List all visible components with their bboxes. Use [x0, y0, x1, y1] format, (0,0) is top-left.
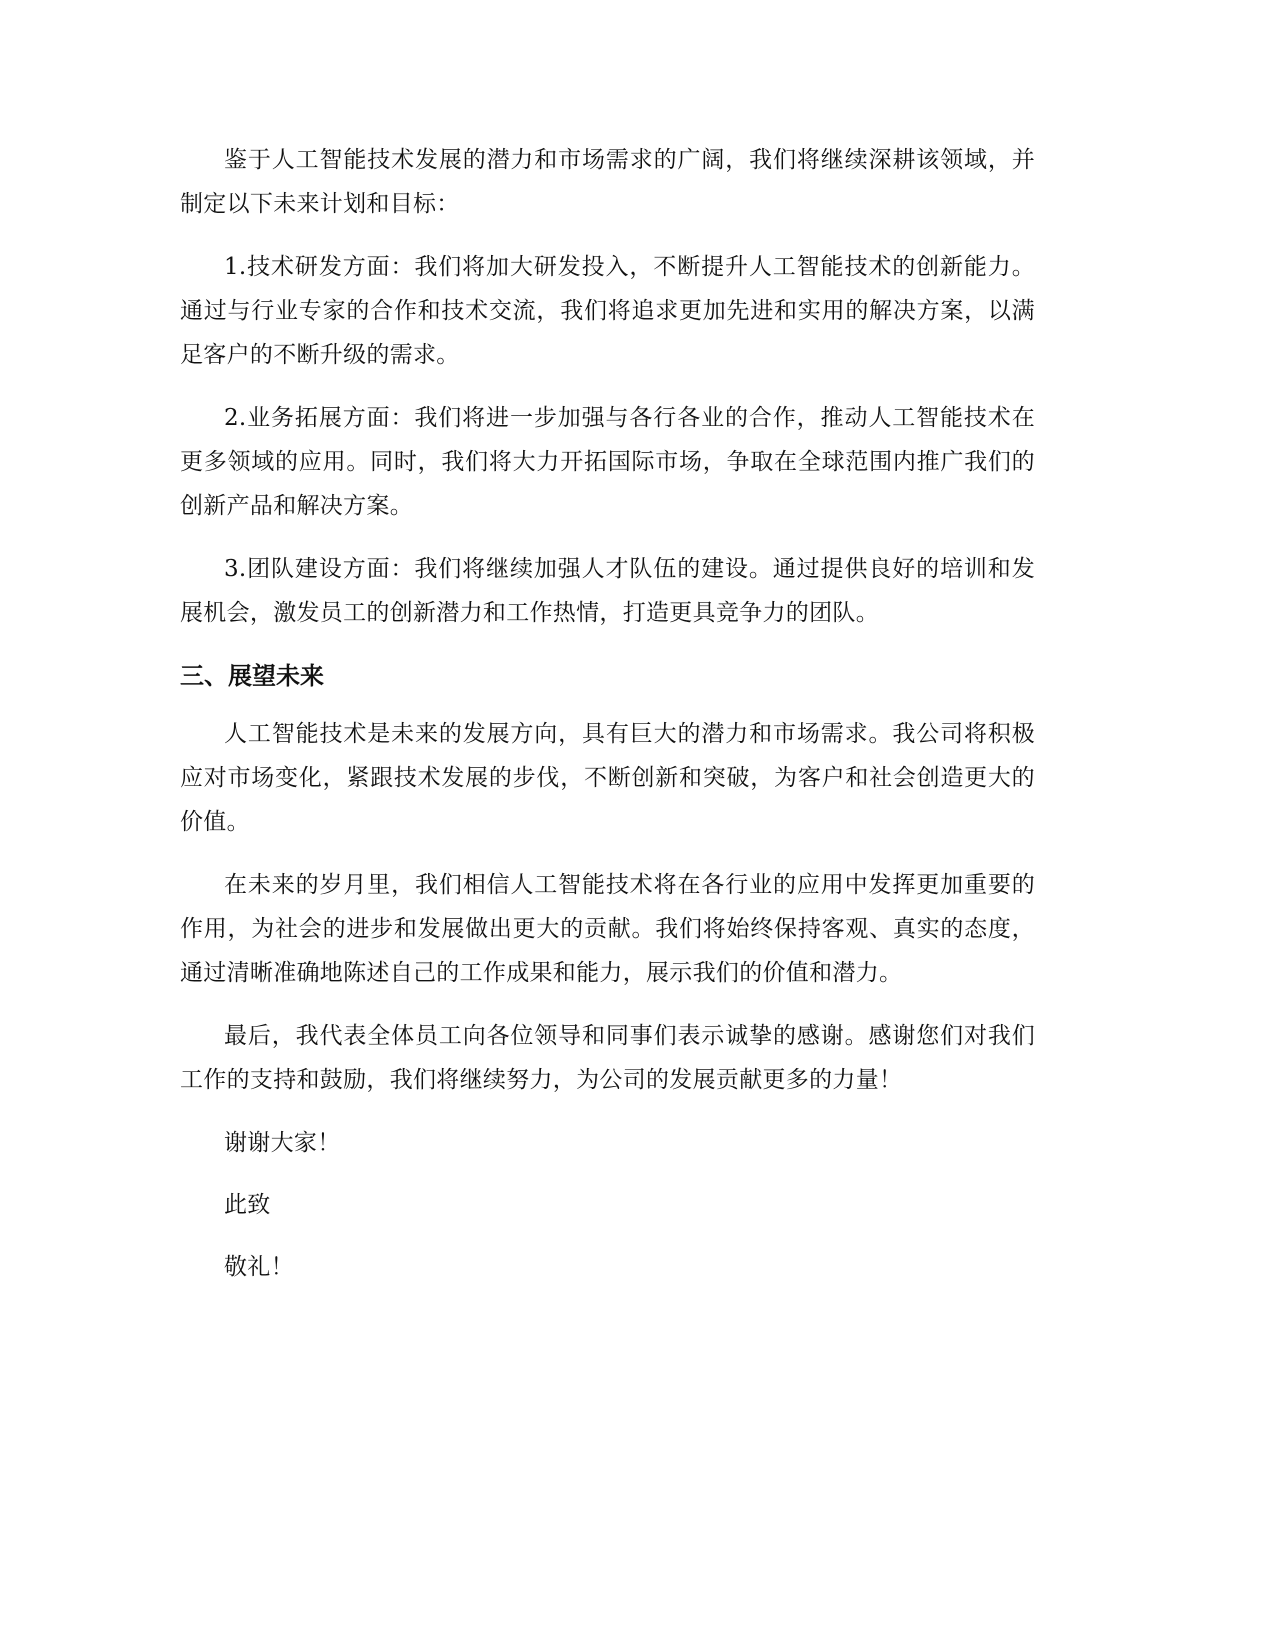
plan-item-business: 2.业务拓展方面：我们将进一步加强与各行各业的合作，推动人工智能技术在更多领域的应用。同时，我们将大力开拓国际市场，争取在全球范围内推广我们的创新产品和解决方案。 — [180, 405, 1035, 519]
plan-item-team: 3.团队建设方面：我们将继续加强人才队伍的建设。通过提供良好的培训和发展机会，激发员工的创新潜力和工作热情，打造更具竞争力的团队。 — [180, 556, 1035, 626]
closing-regards: 敬礼！ — [224, 1254, 294, 1280]
intro-paragraph: 鉴于人工智能技术发展的潜力和市场需求的广阔，我们将继续深耕该领域，并制定以下未来计划和目标： — [180, 147, 1035, 217]
future-paragraph: 在未来的岁月里，我们相信人工智能技术将在各行业的应用中发挥更加重要的作用，为社会的进步和发展做出更大的贡献。我们将始终保持客观、真实的态度，通过清晰准确地陈述自己的工作成果和能力，展示我们的价值和潜力。 — [180, 872, 1035, 986]
section-heading: 三、展望未来 — [180, 662, 324, 690]
thanks-paragraph: 最后，我代表全体员工向各位领导和同事们表示诚挚的感谢。感谢您们对我们工作的支持和鼓励，我们将继续努力，为公司的发展贡献更多的力量！ — [180, 1023, 1035, 1093]
closing-thanks: 谢谢大家！ — [224, 1130, 341, 1156]
plan-item-rnd: 1.技术研发方面：我们将加大研发投入，不断提升人工智能技术的创新能力。通过与行业专家的合作和技术交流，我们将追求更加先进和实用的解决方案，以满足客户的不断升级的需求。 — [180, 254, 1035, 368]
outlook-paragraph: 人工智能技术是未来的发展方向，具有巨大的潜力和市场需求。我公司将积极应对市场变化，紧跟技术发展的步伐，不断创新和突破，为客户和社会创造更大的价值。 — [180, 721, 1035, 835]
document-page — [180, 138, 1035, 1307]
closing-salutation: 此致 — [224, 1192, 271, 1218]
